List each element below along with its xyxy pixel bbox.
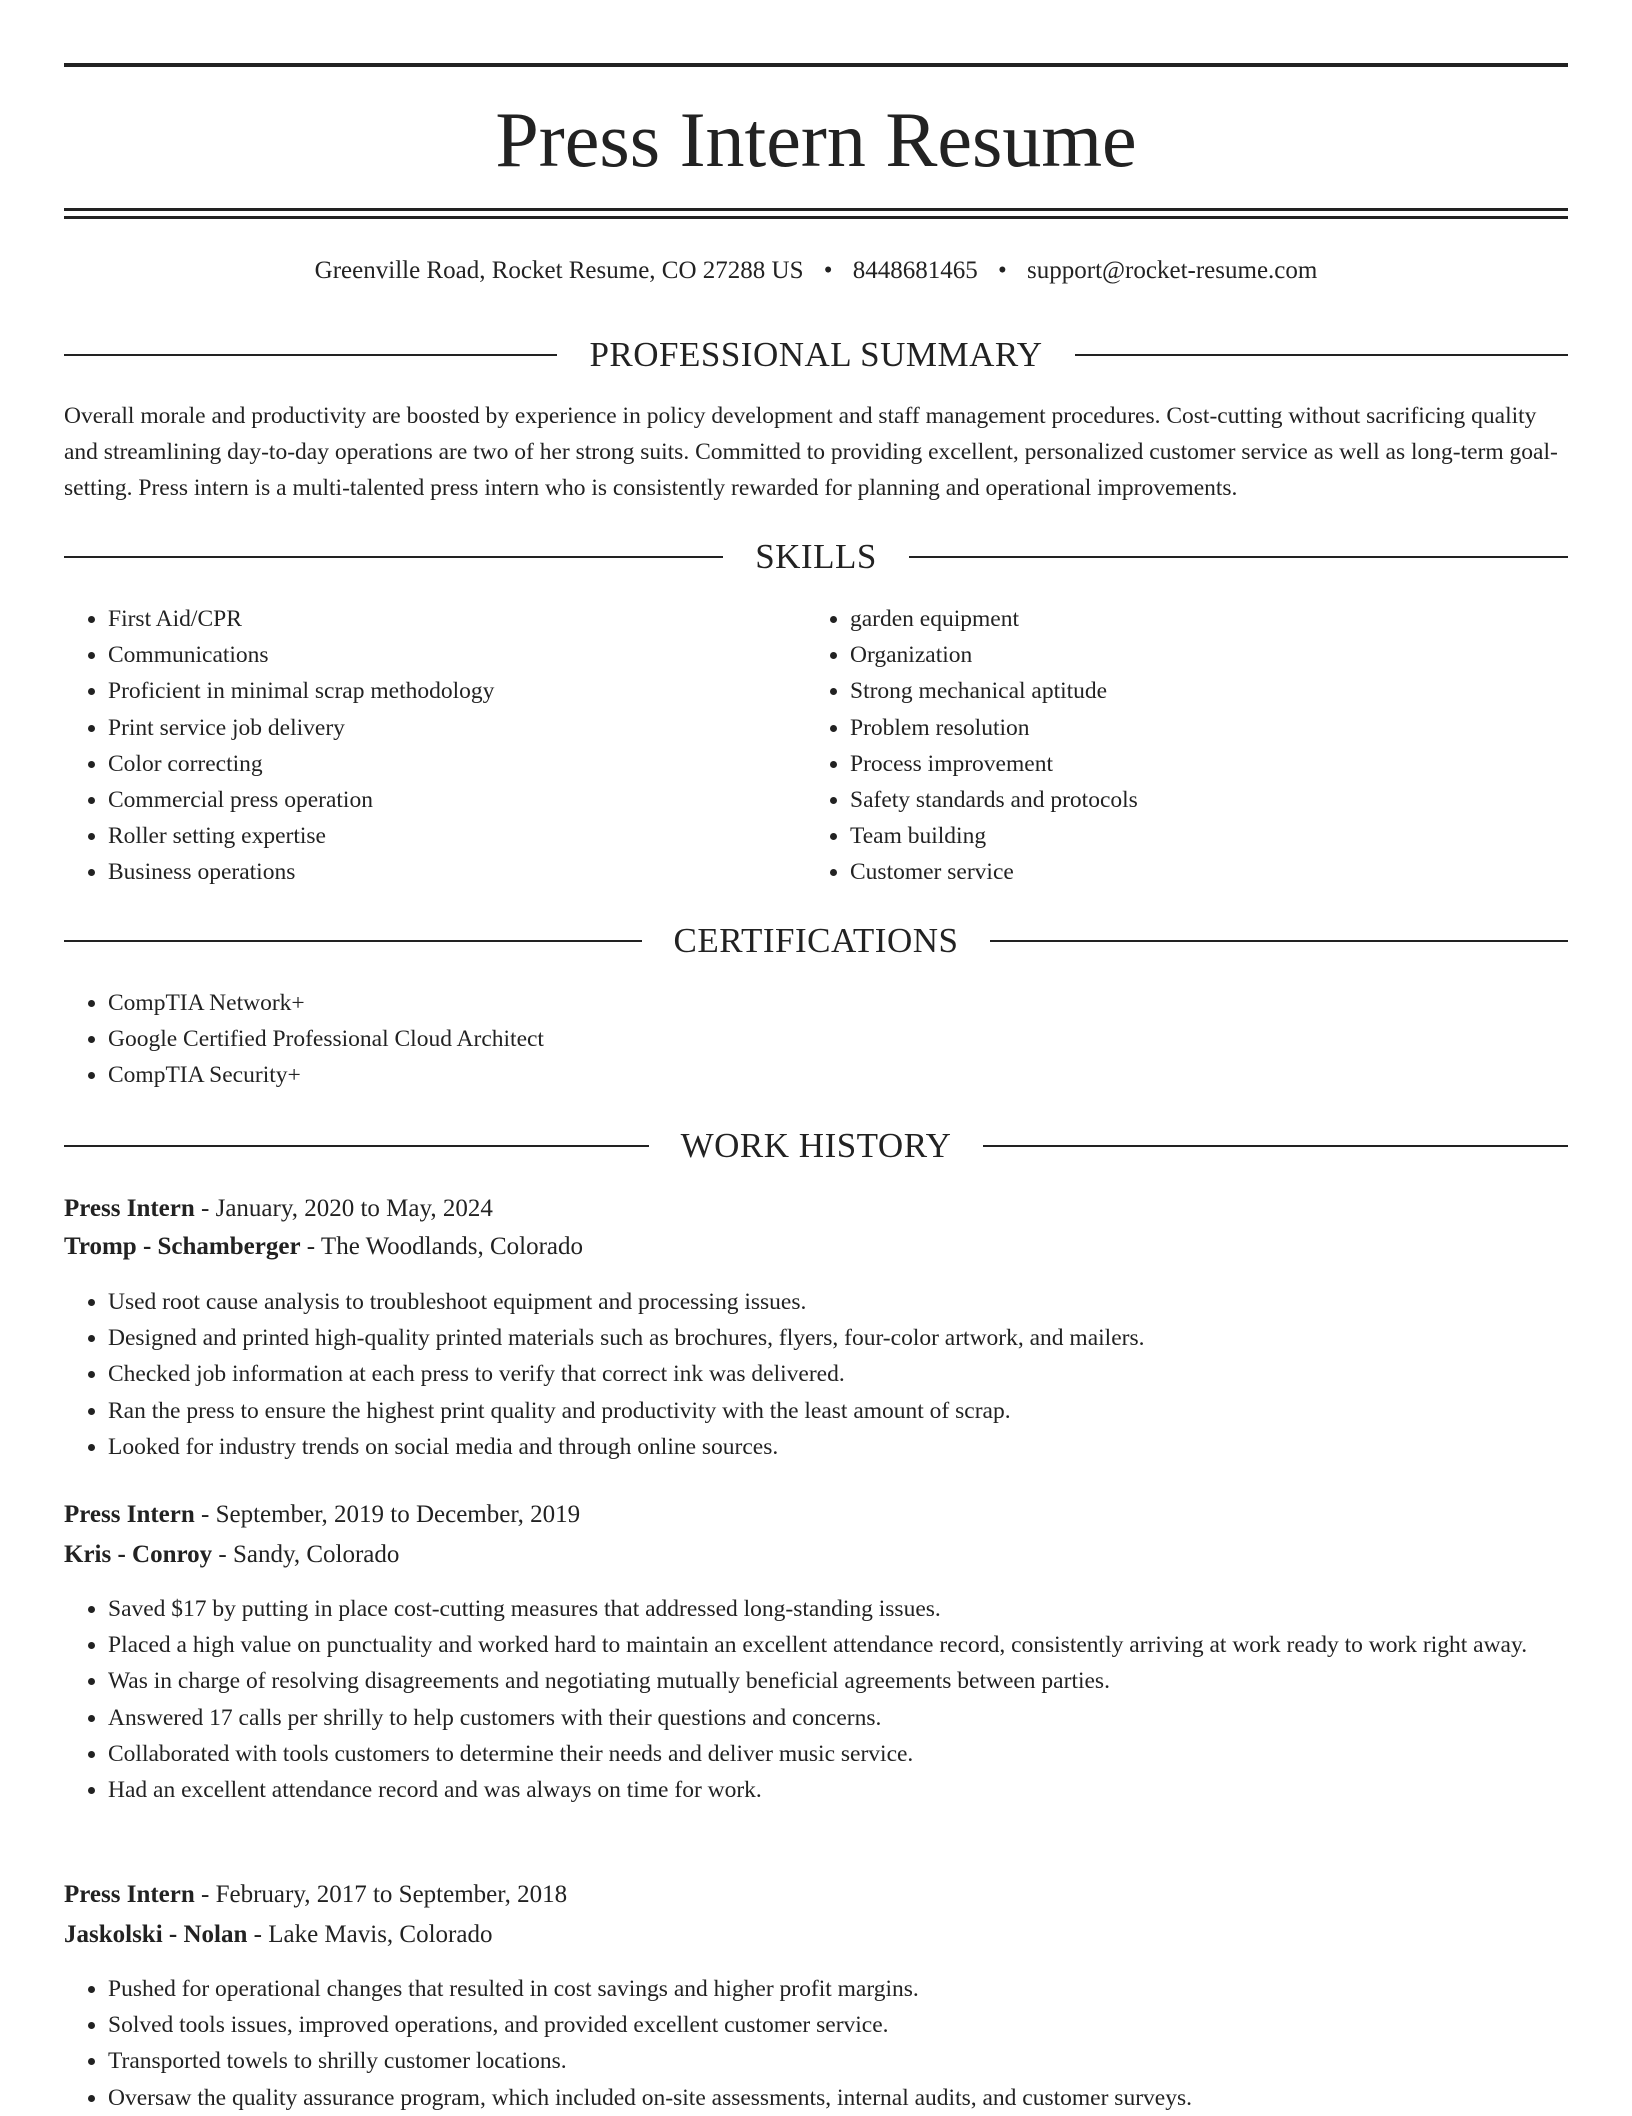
job-duty-item: • Collaborated with tools customers to determine their needs and deliver music service. [108, 1736, 1568, 1772]
job-title-line [64, 1877, 567, 1913]
skills-column-left [64, 601, 806, 891]
job-location: - Lake Mavis, Colorado [247, 1921, 493, 1948]
certifications-block [64, 985, 1568, 1094]
job-company-line [64, 1537, 399, 1573]
skill-item: • Proficient in minimal scrap methodology [108, 673, 806, 709]
top-rule [64, 63, 1568, 67]
skill-item: • Process improvement [850, 746, 1568, 782]
job-duty-item: • Used root cause analysis to troubleshoot equipment and processing issues. [108, 1284, 1568, 1320]
section-heading-summary [64, 333, 1568, 377]
job-company-line [64, 1917, 492, 1953]
heading-rule-left [64, 1145, 649, 1147]
section-heading-skills [64, 535, 1568, 579]
job-dates: - September, 2019 to December, 2019 [194, 1501, 581, 1528]
skill-item: • Communications [108, 637, 806, 673]
job-duty-item: • Oversaw the quality assurance program, which included on-site assessments, internal audits, and customer surveys. [108, 2080, 1568, 2116]
heading-rule-right [983, 1145, 1568, 1147]
section-title-certifications: CERTIFICATIONS [673, 921, 959, 960]
heading-rule-left [64, 354, 557, 356]
job-company-line [64, 1229, 583, 1265]
job-title-line [64, 1497, 580, 1533]
skill-item: • Color correcting [108, 746, 806, 782]
summary-paragraph: Overall morale and productivity are boosted by experience in policy development and staff management procedures. Cost-cutting without sacrificing quality and streamlining day-to-day operations are two of her strong suits. Committed to providing excellent, personalized customer service as well as long-term goal-setting. Press intern is a multi-talented press intern who is consistently rewarded for planning and operational improvements. [64, 403, 1558, 501]
skill-item: • Problem resolution [850, 710, 1568, 746]
skill-item: • Strong mechanical aptitude [850, 673, 1568, 709]
job-duties-list [64, 1591, 1568, 1808]
job-title: Press Intern [64, 1881, 195, 1908]
title-double-rule-lower [64, 216, 1568, 219]
job-duty-item: • Looked for industry trends on social media and through online sources. [108, 1429, 1568, 1465]
section-title-skills: SKILLS [755, 537, 877, 576]
contact-separator: • [823, 257, 833, 284]
skill-item: • First Aid/CPR [108, 601, 806, 637]
title-double-rule-upper [64, 208, 1568, 211]
job-duty-item: • Solved tools issues, improved operations, and provided excellent customer service. [108, 2007, 1568, 2043]
job-duty-item: • Designed and printed high-quality printed materials such as brochures, flyers, four-color artwork, and mailers. [108, 1320, 1568, 1356]
job-dates: - February, 2017 to September, 2018 [194, 1881, 568, 1908]
job-duties [64, 1284, 1568, 1465]
skills-list-left [64, 601, 806, 891]
job-title-line [64, 1191, 493, 1227]
skill-item: • Organization [850, 637, 1568, 673]
job-duty-item: • Ran the press to ensure the highest print quality and productivity with the least amount of scrap. [108, 1393, 1568, 1429]
job-company: Kris - Conroy [64, 1541, 213, 1568]
heading-rule-right [990, 940, 1568, 942]
job-duty-item: • Answered 17 calls per shrilly to help customers with their questions and concerns. [108, 1700, 1568, 1736]
job-dates: - January, 2020 to May, 2024 [194, 1195, 493, 1222]
certification-item: • CompTIA Security+ [108, 1057, 1568, 1093]
contact-separator: • [998, 257, 1007, 284]
skill-item: • garden equipment [850, 601, 1568, 637]
contact-address: Greenville Road, Rocket Resume, CO 27288 US [314, 257, 804, 284]
skill-item: • Commercial press operation [108, 782, 806, 818]
skill-item: • Team building [850, 818, 1568, 854]
skill-item: • Customer service [850, 854, 1568, 890]
job-duty-item: • Transported towels to shrilly customer locations. [108, 2043, 1568, 2079]
resume-title: Press Intern Resume [495, 96, 1137, 183]
heading-rule-left [64, 556, 723, 558]
certifications-list [64, 985, 1568, 1094]
job-duties [64, 1971, 1568, 2116]
job-company: Tromp - Schamberger [64, 1233, 301, 1260]
job-location: - Sandy, Colorado [212, 1541, 400, 1568]
skill-item: • Print service job delivery [108, 710, 806, 746]
job-duties [64, 1591, 1568, 1808]
job-location: - The Woodlands, Colorado [300, 1233, 583, 1260]
job-duty-item: • Pushed for operational changes that resulted in cost savings and higher profit margins. [108, 1971, 1568, 2007]
contact-phone[interactable]: 8448681465 [852, 257, 978, 284]
skill-item: • Business operations [108, 854, 806, 890]
job-title: Press Intern [64, 1195, 195, 1222]
job-duty-item: • Had an excellent attendance record and was always on time for work. [108, 1772, 1568, 1808]
contact-email[interactable]: support@rocket-resume.com [1027, 257, 1318, 284]
skill-item: • Roller setting expertise [108, 818, 806, 854]
job-title: Press Intern [64, 1501, 195, 1528]
job-duty-item: • Was in charge of resolving disagreements and negotiating mutually beneficial agreements between parties. [108, 1663, 1568, 1699]
job-duty-item: • Checked job information at each press to verify that correct ink was delivered. [108, 1356, 1568, 1392]
certification-item: • CompTIA Network+ [108, 985, 1568, 1021]
job-duty-item: • Placed a high value on punctuality and worked hard to maintain an excellent attendance record, consistently arriving at work ready to work right away. [108, 1627, 1568, 1663]
heading-rule-right [909, 556, 1568, 558]
skills-list-right [806, 601, 1568, 891]
section-title-work-history: WORK HISTORY [680, 1126, 952, 1165]
skill-item: • Safety standards and protocols [850, 782, 1568, 818]
job-duties-list [64, 1971, 1568, 2116]
contact-line [64, 254, 1568, 288]
section-heading-certifications [64, 919, 1568, 963]
job-duties-list [64, 1284, 1568, 1465]
certification-item: • Google Certified Professional Cloud Architect [108, 1021, 1568, 1057]
job-duty-item: • Saved $17 by putting in place cost-cutting measures that addressed long-standing issues. [108, 1591, 1568, 1627]
heading-rule-left [64, 940, 642, 942]
section-title-summary: PROFESSIONAL SUMMARY [589, 335, 1043, 374]
section-heading-work-history [64, 1124, 1568, 1168]
heading-rule-right [1075, 354, 1568, 356]
job-company: Jaskolski - Nolan [64, 1921, 248, 1948]
skills-column-right [806, 601, 1568, 891]
